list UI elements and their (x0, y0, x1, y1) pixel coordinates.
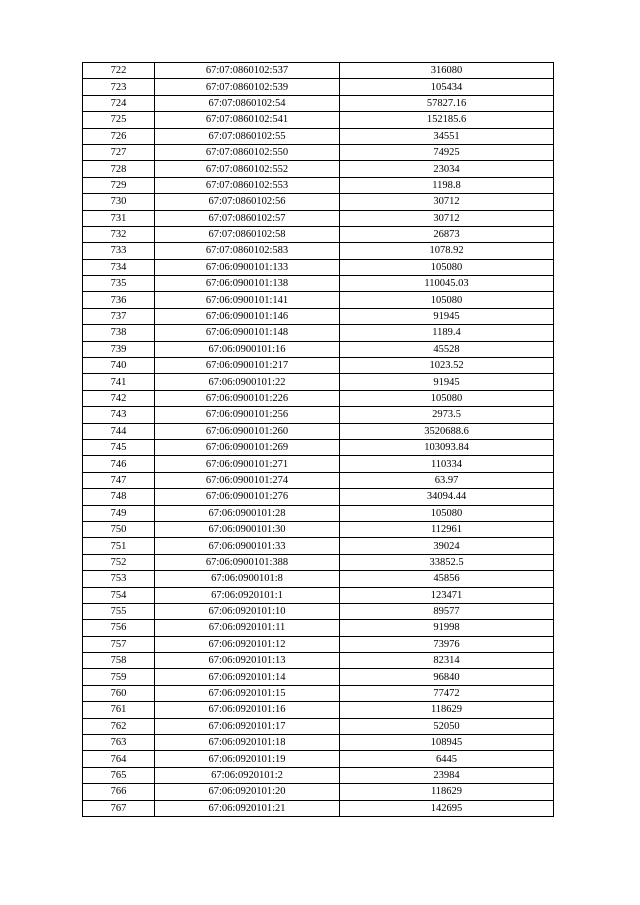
row-number-cell: 723 (83, 79, 155, 95)
value-cell: 23034 (340, 161, 554, 177)
table-row (83, 95, 554, 111)
cadastral-number-cell: 67:06:0900101:22 (155, 374, 340, 390)
cadastral-number-cell: 67:06:0900101:33 (155, 538, 340, 554)
row-number-cell: 727 (83, 144, 155, 160)
cadastral-number-cell: 67:07:0860102:541 (155, 112, 340, 128)
cadastral-number-cell: 67:06:0920101:10 (155, 603, 340, 619)
value-cell: 105434 (340, 79, 554, 95)
table-row (83, 292, 554, 308)
row-number-cell: 765 (83, 767, 155, 783)
cadastral-number-cell: 67:06:0920101:12 (155, 636, 340, 652)
value-cell: 30712 (340, 210, 554, 226)
table-row (83, 653, 554, 669)
cadastral-number-cell: 67:06:0900101:133 (155, 259, 340, 275)
value-cell: 118629 (340, 702, 554, 718)
value-cell: 39024 (340, 538, 554, 554)
value-cell: 52050 (340, 718, 554, 734)
table-row (83, 538, 554, 554)
row-number-cell: 722 (83, 63, 155, 79)
value-cell: 1078.92 (340, 243, 554, 259)
cadastral-number-cell: 67:06:0920101:15 (155, 685, 340, 701)
table-row (83, 308, 554, 324)
value-cell: 73976 (340, 636, 554, 652)
value-cell: 110045.03 (340, 276, 554, 292)
value-cell: 91945 (340, 374, 554, 390)
value-cell: 89577 (340, 603, 554, 619)
row-number-cell: 733 (83, 243, 155, 259)
cadastral-number-cell: 67:07:0860102:553 (155, 177, 340, 193)
cadastral-number-cell: 67:06:0920101:2 (155, 767, 340, 783)
cadastral-number-cell: 67:06:0900101:388 (155, 554, 340, 570)
cadastral-number-cell: 67:07:0860102:550 (155, 144, 340, 160)
row-number-cell: 761 (83, 702, 155, 718)
value-cell: 1189.4 (340, 325, 554, 341)
value-cell: 108945 (340, 735, 554, 751)
table-row (83, 554, 554, 570)
cadastral-number-cell: 67:06:0900101:274 (155, 472, 340, 488)
row-number-cell: 756 (83, 620, 155, 636)
table-row (83, 112, 554, 128)
cadastral-number-cell: 67:06:0920101:13 (155, 653, 340, 669)
table-body (83, 63, 554, 817)
table-row (83, 767, 554, 783)
cadastral-number-cell: 67:07:0860102:54 (155, 95, 340, 111)
cadastral-number-cell: 67:06:0900101:16 (155, 341, 340, 357)
row-number-cell: 749 (83, 505, 155, 521)
row-number-cell: 754 (83, 587, 155, 603)
row-number-cell: 755 (83, 603, 155, 619)
value-cell: 105080 (340, 390, 554, 406)
table-row (83, 374, 554, 390)
row-number-cell: 734 (83, 259, 155, 275)
row-number-cell: 737 (83, 308, 155, 324)
table-row (83, 161, 554, 177)
table-row (83, 325, 554, 341)
table-row (83, 177, 554, 193)
table-row (83, 636, 554, 652)
value-cell: 142695 (340, 800, 554, 816)
cadastral-number-cell: 67:06:0900101:269 (155, 439, 340, 455)
cadastral-number-cell: 67:06:0900101:148 (155, 325, 340, 341)
cadastral-number-cell: 67:06:0920101:20 (155, 784, 340, 800)
table-row (83, 243, 554, 259)
value-cell: 96840 (340, 669, 554, 685)
row-number-cell: 729 (83, 177, 155, 193)
table-row (83, 751, 554, 767)
table-row (83, 259, 554, 275)
table-row (83, 423, 554, 439)
value-cell: 110334 (340, 456, 554, 472)
value-cell: 1023.52 (340, 358, 554, 374)
cadastral-number-cell: 67:06:0920101:18 (155, 735, 340, 751)
row-number-cell: 742 (83, 390, 155, 406)
value-cell: 2973.5 (340, 407, 554, 423)
row-number-cell: 751 (83, 538, 155, 554)
table-row (83, 620, 554, 636)
row-number-cell: 741 (83, 374, 155, 390)
cadastral-number-cell: 67:06:0920101:16 (155, 702, 340, 718)
cadastral-number-cell: 67:06:0900101:8 (155, 571, 340, 587)
cadastral-number-cell: 67:07:0860102:539 (155, 79, 340, 95)
cadastral-number-cell: 67:06:0900101:276 (155, 489, 340, 505)
row-number-cell: 732 (83, 226, 155, 242)
value-cell: 34551 (340, 128, 554, 144)
value-cell: 74925 (340, 144, 554, 160)
table-row (83, 407, 554, 423)
cadastral-number-cell: 67:06:0900101:146 (155, 308, 340, 324)
value-cell: 3520688.6 (340, 423, 554, 439)
table-row (83, 489, 554, 505)
value-cell: 30712 (340, 194, 554, 210)
value-cell: 23984 (340, 767, 554, 783)
cadastral-number-cell: 67:06:0900101:256 (155, 407, 340, 423)
table-row (83, 456, 554, 472)
row-number-cell: 750 (83, 521, 155, 537)
row-number-cell: 731 (83, 210, 155, 226)
row-number-cell: 763 (83, 735, 155, 751)
cadastral-number-cell: 67:07:0860102:58 (155, 226, 340, 242)
table-row (83, 79, 554, 95)
cadastral-number-cell: 67:07:0860102:537 (155, 63, 340, 79)
table-row (83, 439, 554, 455)
row-number-cell: 762 (83, 718, 155, 734)
value-cell: 57827.16 (340, 95, 554, 111)
value-cell: 103093.84 (340, 439, 554, 455)
table-row (83, 702, 554, 718)
row-number-cell: 743 (83, 407, 155, 423)
value-cell: 123471 (340, 587, 554, 603)
cadastral-number-cell: 67:06:0900101:217 (155, 358, 340, 374)
row-number-cell: 738 (83, 325, 155, 341)
cadastral-number-cell: 67:06:0920101:14 (155, 669, 340, 685)
row-number-cell: 736 (83, 292, 155, 308)
table-row (83, 128, 554, 144)
value-cell: 77472 (340, 685, 554, 701)
value-cell: 26873 (340, 226, 554, 242)
value-cell: 152185.6 (340, 112, 554, 128)
cadastral-number-cell: 67:07:0860102:583 (155, 243, 340, 259)
row-number-cell: 758 (83, 653, 155, 669)
cadastral-number-cell: 67:06:0900101:141 (155, 292, 340, 308)
row-number-cell: 730 (83, 194, 155, 210)
row-number-cell: 767 (83, 800, 155, 816)
row-number-cell: 748 (83, 489, 155, 505)
row-number-cell: 725 (83, 112, 155, 128)
cadastral-number-cell: 67:06:0920101:1 (155, 587, 340, 603)
table-row (83, 784, 554, 800)
value-cell: 105080 (340, 505, 554, 521)
table-row (83, 603, 554, 619)
value-cell: 105080 (340, 259, 554, 275)
cadastral-table (82, 62, 554, 817)
row-number-cell: 747 (83, 472, 155, 488)
value-cell: 1198.8 (340, 177, 554, 193)
row-number-cell: 766 (83, 784, 155, 800)
cadastral-number-cell: 67:06:0920101:19 (155, 751, 340, 767)
row-number-cell: 744 (83, 423, 155, 439)
value-cell: 45528 (340, 341, 554, 357)
row-number-cell: 759 (83, 669, 155, 685)
row-number-cell: 740 (83, 358, 155, 374)
row-number-cell: 764 (83, 751, 155, 767)
table-row (83, 587, 554, 603)
cadastral-number-cell: 67:06:0900101:138 (155, 276, 340, 292)
table-row (83, 63, 554, 79)
row-number-cell: 760 (83, 685, 155, 701)
value-cell: 82314 (340, 653, 554, 669)
value-cell: 105080 (340, 292, 554, 308)
value-cell: 34094.44 (340, 489, 554, 505)
row-number-cell: 745 (83, 439, 155, 455)
cadastral-number-cell: 67:07:0860102:56 (155, 194, 340, 210)
cadastral-number-cell: 67:07:0860102:57 (155, 210, 340, 226)
row-number-cell: 746 (83, 456, 155, 472)
table-row (83, 800, 554, 816)
table-row (83, 341, 554, 357)
cadastral-number-cell: 67:06:0900101:28 (155, 505, 340, 521)
table-row (83, 144, 554, 160)
value-cell: 91998 (340, 620, 554, 636)
cadastral-number-cell: 67:06:0900101:226 (155, 390, 340, 406)
cadastral-number-cell: 67:06:0920101:11 (155, 620, 340, 636)
table-row (83, 390, 554, 406)
row-number-cell: 726 (83, 128, 155, 144)
row-number-cell: 728 (83, 161, 155, 177)
row-number-cell: 735 (83, 276, 155, 292)
value-cell: 118629 (340, 784, 554, 800)
row-number-cell: 739 (83, 341, 155, 357)
table-row (83, 521, 554, 537)
table-row (83, 472, 554, 488)
cadastral-number-cell: 67:06:0900101:30 (155, 521, 340, 537)
cadastral-number-cell: 67:07:0860102:55 (155, 128, 340, 144)
table-row (83, 669, 554, 685)
value-cell: 6445 (340, 751, 554, 767)
table-row (83, 276, 554, 292)
cadastral-number-cell: 67:06:0920101:17 (155, 718, 340, 734)
cadastral-number-cell: 67:06:0900101:271 (155, 456, 340, 472)
table-row (83, 226, 554, 242)
cadastral-number-cell: 67:06:0920101:21 (155, 800, 340, 816)
table-row (83, 358, 554, 374)
row-number-cell: 752 (83, 554, 155, 570)
cadastral-number-cell: 67:06:0900101:260 (155, 423, 340, 439)
table-row (83, 718, 554, 734)
value-cell: 63.97 (340, 472, 554, 488)
row-number-cell: 753 (83, 571, 155, 587)
table-row (83, 194, 554, 210)
table-row (83, 685, 554, 701)
table-row (83, 571, 554, 587)
row-number-cell: 724 (83, 95, 155, 111)
row-number-cell: 757 (83, 636, 155, 652)
table-row (83, 735, 554, 751)
value-cell: 33852.5 (340, 554, 554, 570)
value-cell: 112961 (340, 521, 554, 537)
table-row (83, 210, 554, 226)
table-row (83, 505, 554, 521)
cadastral-number-cell: 67:07:0860102:552 (155, 161, 340, 177)
value-cell: 316080 (340, 63, 554, 79)
value-cell: 91945 (340, 308, 554, 324)
value-cell: 45856 (340, 571, 554, 587)
